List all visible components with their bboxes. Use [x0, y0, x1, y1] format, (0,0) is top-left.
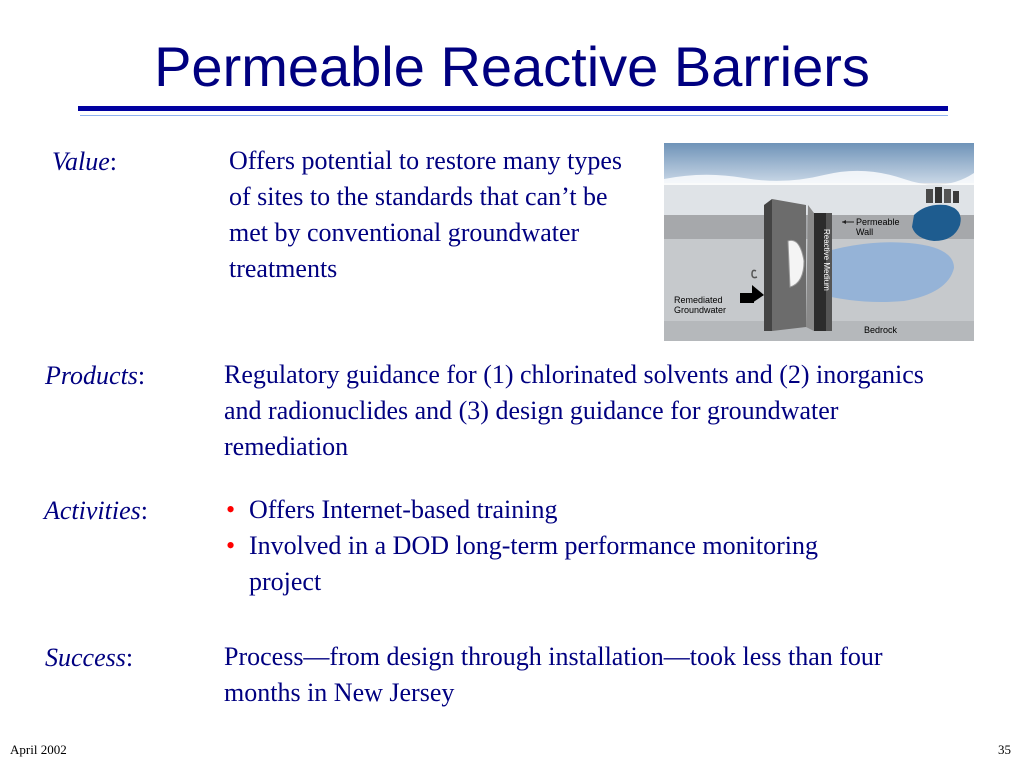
permeable-wall-label-line2: Wall: [856, 227, 874, 237]
success-text: Process—from design through installation—took less than four months in New Jersey: [224, 642, 883, 707]
bullet-icon: •: [226, 495, 236, 524]
title-underline-thin: [80, 115, 948, 116]
remediated-groundwater-label-line2: Groundwater: [674, 305, 727, 315]
activities-label: Activities:: [44, 496, 148, 525]
success-label: Success:: [45, 643, 134, 672]
activities-list: [224, 492, 864, 600]
permeable-wall-label-line1: Permeable: [856, 217, 900, 227]
bedrock-label: Bedrock: [864, 325, 898, 335]
remediated-groundwater-label-line1: Remediated: [674, 295, 723, 305]
reactive-medium-label: Reactive Medium: [822, 229, 831, 291]
slide-title: Permeable Reactive Barriers: [154, 35, 870, 98]
activities-list-item: • Offers Internet-based training: [224, 492, 864, 528]
title-underline: [78, 106, 948, 111]
value-label: Value:: [52, 147, 117, 176]
value-text: Offers potential to restore many types of sites to the standards that can’t be met by conventional groundwater treatments: [229, 146, 623, 283]
activities-list-item: • Involved in a DOD long-term performance monitoring project: [224, 528, 864, 600]
page-number: 35: [998, 742, 1011, 757]
permeable-reactive-barrier-diagram: [664, 143, 974, 341]
bullet-icon: •: [226, 531, 236, 560]
products-label: Products:: [45, 361, 146, 390]
footer-date: April 2002: [10, 742, 67, 757]
products-text: Regulatory guidance for (1) chlorinated solvents and (2) inorganics and radionuclides and (3) design guidance for groundwater remediation: [224, 360, 924, 461]
